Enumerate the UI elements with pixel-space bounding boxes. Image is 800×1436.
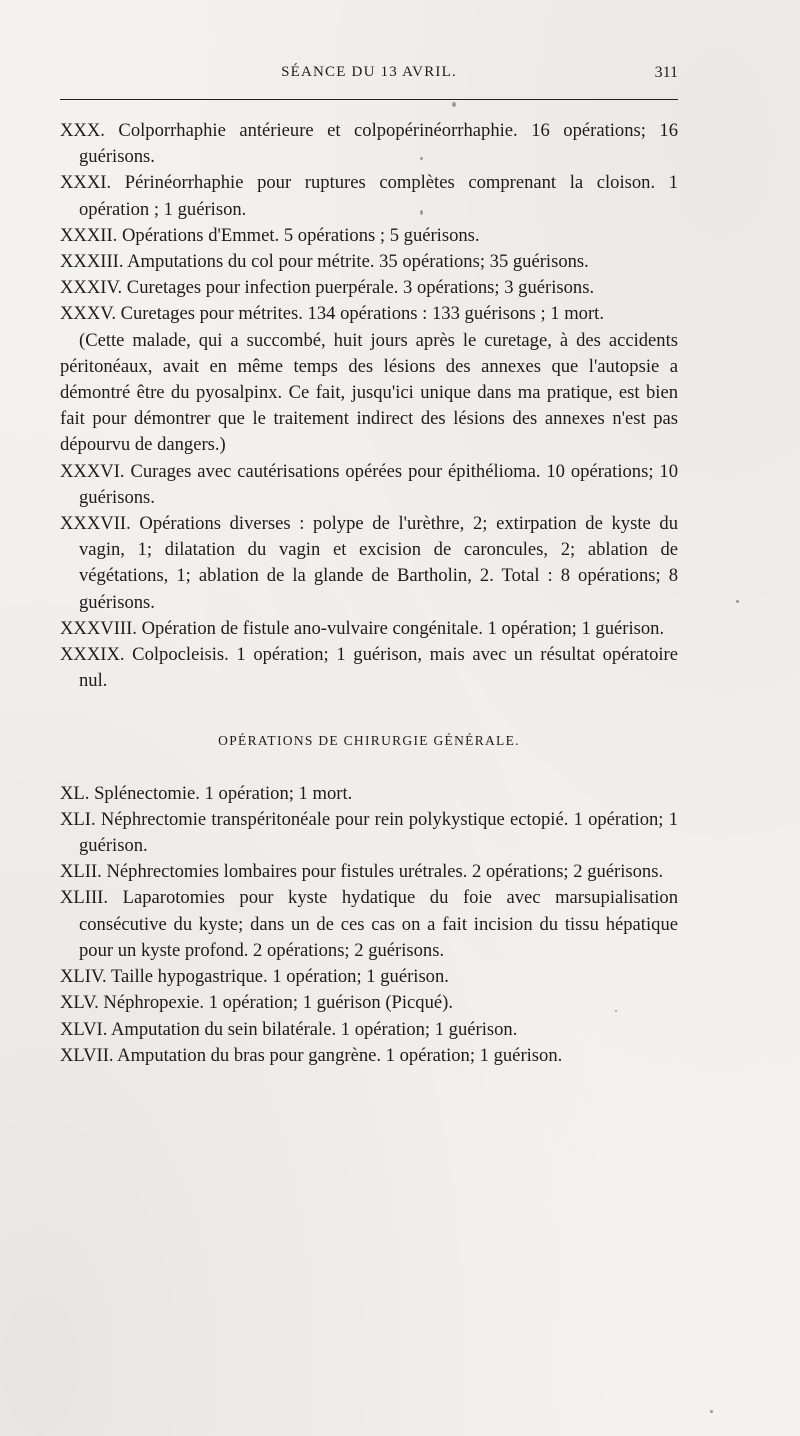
scan-speck bbox=[736, 600, 739, 603]
page-body bbox=[60, 118, 678, 1069]
entry-xxxiv: XXXIV. Curetages pour infection puerpérale. 3 opérations; 3 guérisons. bbox=[60, 277, 595, 299]
header-rule bbox=[60, 99, 678, 100]
entry-xxxii: XXXII. Opérations d'Emmet. 5 opérations ; 5 guérisons. bbox=[60, 224, 480, 246]
entry-xlv: XLV. Néphropexie. 1 opération; 1 guérison (Picqué). bbox=[60, 992, 453, 1014]
entry-xli: XLI. Néphrectomie transpéritonéale pour rein polykystique ectopié. 1 opération; 1 guérison. bbox=[60, 808, 678, 857]
scan-speck bbox=[710, 1410, 713, 1413]
entry-xxxvi: XXXVI. Curages avec cautérisations opérées pour épithélioma. 10 opérations; 10 guérisons. bbox=[60, 460, 678, 508]
entry-xxxvii: XXXVII. Opérations diverses : polype de l'urèthre, 2; extirpation de kyste du vagin, 1; dilatation du vagin et excision de caroncules, 2; ablation de végétations, 1; ablation de la glande de Bartholin, 2. Total : 8 opérations; 8 guérisons. bbox=[60, 513, 678, 613]
scan-speck bbox=[420, 157, 423, 160]
entry-xliii: XLIII. Laparotomies pour kyste hydatique du foie avec marsupialisation consécutive du kyste; dans un de ces cas on a fait incision du tissu hépatique pour un kyste profond. 2 opérations; 2 guérisons. bbox=[60, 887, 678, 961]
scan-speck bbox=[452, 102, 456, 107]
page-header bbox=[60, 62, 678, 90]
entry-xlii: XLII. Néphrectomies lombaires pour fistules urétrales. 2 opérations; 2 guérisons. bbox=[60, 861, 664, 883]
scan-speck bbox=[615, 1010, 617, 1012]
entry-xl: XL. Splénectomie. 1 opération; 1 mort. bbox=[60, 782, 353, 804]
scan-speck bbox=[420, 210, 423, 215]
entry-xliv: XLIV. Taille hypogastrique. 1 opération; 1 guérison. bbox=[60, 966, 449, 988]
entry-xxxviii: XXXVIII. Opération de fistule ano-vulvaire congénitale. 1 opération; 1 guérison. bbox=[60, 617, 665, 639]
entry-xxxv: XXXV. Curetages pour métrites. 134 opérations : 133 guérisons ; 1 mort. bbox=[60, 303, 604, 325]
section-title: OPÉRATIONS DE CHIRURGIE GÉNÉRALE. bbox=[218, 733, 520, 749]
entry-xxx: XXX. Colporrhaphie antérieure et colpopérinéorrhaphie. 16 opérations; 16 guérisons. bbox=[60, 120, 678, 168]
note-paragraph: (Cette malade, qui a succombé, huit jours après le curetage, à des accidents péritonéaux, avait en même temps des lésions des annexes que l'autopsie a démontré être du pyosalpinx. Ce fait, jusqu'ici unique dans ma pratique, est bien fait pour démontrer que le traitement indirect des lésions des annexes n'est pas dépourvu de dangers.) bbox=[60, 329, 678, 456]
page-number: 311 bbox=[654, 64, 678, 81]
entry-xlvi: XLVI. Amputation du sein bilatérale. 1 opération; 1 guérison. bbox=[60, 1018, 518, 1040]
entry-xxxi: XXXI. Périnéorrhaphie pour ruptures complètes comprenant la cloison. 1 opération ; 1 guérison. bbox=[60, 172, 678, 220]
entry-xxxiii: XXXIII. Amputations du col pour métrite. 35 opérations; 35 guérisons. bbox=[60, 251, 589, 273]
running-title: SÉANCE DU 13 AVRIL. bbox=[281, 64, 457, 80]
entry-xlvii: XLVII. Amputation du bras pour gangrène. 1 opération; 1 guérison. bbox=[60, 1044, 563, 1066]
entry-xxxix: XXXIX. Colpocleisis. 1 opération; 1 guérison, mais avec un résultat opératoire nul. bbox=[60, 644, 678, 692]
